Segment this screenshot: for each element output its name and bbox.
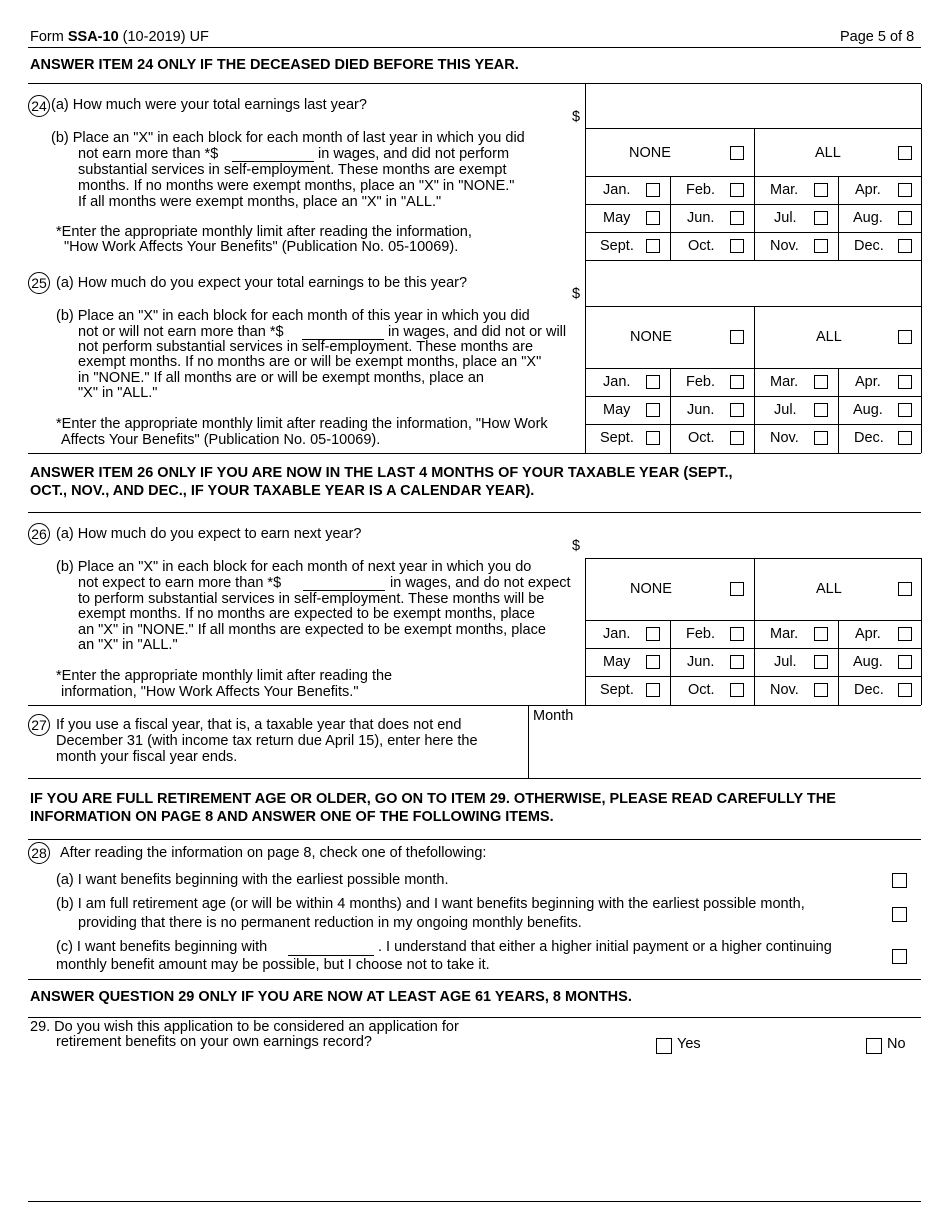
divider bbox=[670, 368, 671, 453]
divider bbox=[585, 306, 921, 307]
month-label: Oct. bbox=[688, 430, 715, 446]
item-24-aug-checkbox[interactable] bbox=[898, 211, 912, 225]
divider bbox=[585, 396, 921, 397]
item-29-yes-checkbox[interactable] bbox=[656, 1038, 672, 1054]
month-label: Mar. bbox=[770, 374, 799, 390]
item-25-note: *Enter the appropriate monthly limit after reading the information, "How Work bbox=[56, 416, 548, 432]
item-24-note: *Enter the appropriate monthly limit after reading the information, bbox=[56, 224, 472, 240]
item-24-none-checkbox[interactable] bbox=[730, 146, 744, 160]
item-24-oct-checkbox[interactable] bbox=[730, 239, 744, 253]
item-26b-text: not expect to earn more than *$ bbox=[78, 575, 282, 591]
none-label: NONE bbox=[630, 329, 672, 345]
notice-item-26: ANSWER ITEM 26 ONLY IF YOU ARE NOW IN THE LAST 4 MONTHS OF YOUR TAXABLE YEAR (SEPT., bbox=[30, 465, 733, 481]
month-label: Feb. bbox=[686, 626, 716, 642]
divider bbox=[585, 84, 586, 260]
item-29-question: 29. Do you wish this application to be considered an application for bbox=[30, 1019, 459, 1035]
item-24a-question: (a) How much were your total earnings last year? bbox=[51, 97, 367, 113]
item-25-jan-checkbox[interactable] bbox=[646, 375, 660, 389]
month-label: Apr. bbox=[855, 182, 881, 198]
item-26-jun-checkbox[interactable] bbox=[730, 655, 744, 669]
item-27-number: 27 bbox=[28, 714, 50, 736]
item-25-none-checkbox[interactable] bbox=[730, 330, 744, 344]
divider bbox=[585, 204, 921, 205]
item-26b-text: (b) Place an "X" in each block for each month of next year in which you do bbox=[56, 559, 532, 575]
item-25a-question: (a) How much do you expect your total earnings to be this year? bbox=[56, 275, 468, 291]
month-label: Jun. bbox=[687, 654, 715, 670]
fiscal-month-label: Month bbox=[533, 708, 574, 724]
month-label: Jun. bbox=[687, 210, 715, 226]
divider bbox=[585, 232, 921, 233]
item-25b-text: not perform substantial services in self-employment. These months are bbox=[78, 339, 534, 355]
item-25-dec-checkbox[interactable] bbox=[898, 431, 912, 445]
item-24-number: 24 bbox=[28, 95, 50, 117]
month-label: Nov. bbox=[770, 682, 799, 698]
month-label: Jan. bbox=[603, 626, 631, 642]
item-28b-text: providing that there is no permanent reduction in my ongoing monthly benefits. bbox=[78, 915, 582, 931]
item-24-jul-checkbox[interactable] bbox=[814, 211, 828, 225]
month-label: Jul. bbox=[774, 210, 797, 226]
item-28-intro: After reading the information on page 8, check one of thefollowing: bbox=[60, 845, 487, 861]
item-25-may-checkbox[interactable] bbox=[646, 403, 660, 417]
item-26b-text: to perform substantial services in self-employment. These months will be bbox=[78, 591, 545, 607]
item-28c-text: (c) I want benefits beginning with bbox=[56, 939, 268, 955]
divider bbox=[28, 979, 921, 980]
month-label: May bbox=[603, 210, 631, 226]
item-27-text: month your fiscal year ends. bbox=[56, 749, 238, 765]
item-24-jun-checkbox[interactable] bbox=[730, 211, 744, 225]
month-label: Feb. bbox=[686, 182, 716, 198]
month-label: Aug. bbox=[853, 402, 883, 418]
item-25-all-checkbox[interactable] bbox=[898, 330, 912, 344]
item-24b-text: in wages, and did not perform bbox=[318, 146, 510, 162]
item-26-aug-checkbox[interactable] bbox=[898, 655, 912, 669]
month-label: Jan. bbox=[603, 374, 631, 390]
month-label: Mar. bbox=[770, 626, 799, 642]
notice-item-29: ANSWER QUESTION 29 ONLY IF YOU ARE NOW AT LEAST AGE 61 YEARS, 8 MONTHS. bbox=[30, 989, 632, 1005]
month-label: Oct. bbox=[688, 238, 715, 254]
item-25-apr-checkbox[interactable] bbox=[898, 375, 912, 389]
month-label: Dec. bbox=[854, 430, 884, 446]
all-label: ALL bbox=[816, 329, 842, 345]
currency-symbol: $ bbox=[572, 286, 581, 302]
item-26b-text: exempt months. If no months are expected to be exempt months, place bbox=[78, 606, 535, 622]
month-label: Jul. bbox=[774, 654, 797, 670]
divider bbox=[754, 306, 755, 453]
month-label: Jul. bbox=[774, 402, 797, 418]
item-28b-text: (b) I am full retirement age (or will be within 4 months) and I want benefits beginning with the earliest possible month, bbox=[56, 896, 805, 912]
divider bbox=[585, 176, 921, 177]
item-25-feb-checkbox[interactable] bbox=[730, 375, 744, 389]
item-26-may-checkbox[interactable] bbox=[646, 655, 660, 669]
item-26-jan-checkbox[interactable] bbox=[646, 627, 660, 641]
item-26-sep-checkbox[interactable] bbox=[646, 683, 660, 697]
item-28c-month-input[interactable] bbox=[288, 955, 374, 956]
item-25-mar-checkbox[interactable] bbox=[814, 375, 828, 389]
divider bbox=[585, 424, 921, 425]
divider bbox=[28, 778, 921, 779]
divider bbox=[528, 705, 529, 778]
divider bbox=[585, 648, 921, 649]
item-24-jan-checkbox[interactable] bbox=[646, 183, 660, 197]
item-25-jul-checkbox[interactable] bbox=[814, 403, 828, 417]
divider bbox=[670, 176, 671, 260]
currency-symbol: $ bbox=[572, 538, 581, 554]
month-label: May bbox=[603, 402, 631, 418]
month-label: Dec. bbox=[854, 238, 884, 254]
item-26a-earnings-input[interactable] bbox=[586, 513, 921, 558]
item-28b-checkbox[interactable] bbox=[892, 907, 907, 922]
item-24-may-checkbox[interactable] bbox=[646, 211, 660, 225]
item-25b-text: not or will not earn more than *$ bbox=[78, 324, 284, 340]
item-26-number: 26 bbox=[28, 523, 50, 545]
item-25-oct-checkbox[interactable] bbox=[730, 431, 744, 445]
divider bbox=[28, 453, 921, 454]
item-26b-text: an "X" in "ALL." bbox=[78, 637, 178, 653]
divider bbox=[585, 558, 921, 559]
form-id: Form SSA-10 (10-2019) UF bbox=[30, 29, 209, 45]
item-25b-text: (b) Place an "X" in each block for each month of this year in which you did bbox=[56, 308, 530, 324]
divider bbox=[585, 128, 921, 129]
item-24-apr-checkbox[interactable] bbox=[898, 183, 912, 197]
item-24b-text: substantial services in self-employment. These months are exempt bbox=[78, 162, 507, 178]
item-26-mar-checkbox[interactable] bbox=[814, 627, 828, 641]
divider bbox=[585, 558, 586, 705]
item-24b-text: not earn more than *$ bbox=[78, 146, 219, 162]
item-29-no-checkbox[interactable] bbox=[866, 1038, 882, 1054]
item-25b-text: in "NONE." If all months are or will be exempt months, place an bbox=[78, 370, 484, 386]
divider bbox=[28, 705, 921, 706]
notice-item-28: IF YOU ARE FULL RETIREMENT AGE OR OLDER, GO ON TO ITEM 29. OTHERWISE, PLEASE READ CAREFULLY THE bbox=[30, 791, 836, 807]
none-label: NONE bbox=[630, 581, 672, 597]
divider bbox=[754, 558, 755, 705]
item-25-nov-checkbox[interactable] bbox=[814, 431, 828, 445]
item-24-nov-checkbox[interactable] bbox=[814, 239, 828, 253]
notice-item-24: ANSWER ITEM 24 ONLY IF THE DECEASED DIED BEFORE THIS YEAR. bbox=[30, 57, 519, 73]
divider bbox=[838, 620, 839, 705]
item-26b-text: an "X" in "NONE." If all months are expected to be exempt months, place bbox=[78, 622, 546, 638]
item-25-number: 25 bbox=[28, 272, 50, 294]
item-28c-text: monthly benefit amount may be possible, but I choose not to take it. bbox=[56, 957, 490, 973]
item-28a-text: (a) I want benefits beginning with the earliest possible month. bbox=[56, 872, 449, 888]
item-28c-text: . I understand that either a higher initial payment or a higher continuing bbox=[378, 939, 832, 955]
month-label: Nov. bbox=[770, 430, 799, 446]
month-label: Aug. bbox=[853, 210, 883, 226]
month-label: Sept. bbox=[600, 238, 634, 254]
divider bbox=[921, 260, 922, 453]
item-26-note: information, "How Work Affects Your Benefits." bbox=[61, 684, 359, 700]
item-28a-checkbox[interactable] bbox=[892, 873, 907, 888]
currency-symbol: $ bbox=[572, 109, 581, 125]
divider bbox=[585, 368, 921, 369]
item-24-feb-checkbox[interactable] bbox=[730, 183, 744, 197]
item-29-no-label: No bbox=[887, 1036, 906, 1052]
month-label: Sept. bbox=[600, 430, 634, 446]
item-24-sep-checkbox[interactable] bbox=[646, 239, 660, 253]
notice-item-26: OCT., NOV., AND DEC., IF YOUR TAXABLE YEAR IS A CALENDAR YEAR). bbox=[30, 483, 535, 499]
item-25b-text: in wages, and did not or will bbox=[388, 324, 567, 340]
item-25a-earnings-input[interactable] bbox=[586, 261, 921, 306]
month-label: Nov. bbox=[770, 238, 799, 254]
divider bbox=[28, 839, 921, 840]
fiscal-month-input[interactable] bbox=[530, 726, 920, 776]
item-25-note: Affects Your Benefits" (Publication No. 05-10069). bbox=[61, 432, 381, 448]
item-26a-question: (a) How much do you expect to earn next year? bbox=[56, 526, 362, 542]
divider bbox=[921, 558, 922, 705]
notice-item-28: INFORMATION ON PAGE 8 AND ANSWER ONE OF THE FOLLOWING ITEMS. bbox=[30, 809, 554, 825]
item-26-all-checkbox[interactable] bbox=[898, 582, 912, 596]
item-26-note: *Enter the appropriate monthly limit after reading the bbox=[56, 668, 393, 684]
all-label: ALL bbox=[816, 581, 842, 597]
item-28-number: 28 bbox=[28, 842, 50, 864]
item-26-dec-checkbox[interactable] bbox=[898, 683, 912, 697]
item-26-none-checkbox[interactable] bbox=[730, 582, 744, 596]
month-label: Sept. bbox=[600, 682, 634, 698]
month-label: Aug. bbox=[853, 654, 883, 670]
item-28c-checkbox[interactable] bbox=[892, 949, 907, 964]
item-26b-text: in wages, and do not expect bbox=[390, 575, 571, 591]
item-24a-earnings-input[interactable] bbox=[586, 84, 921, 128]
item-26-feb-checkbox[interactable] bbox=[730, 627, 744, 641]
item-26-jul-checkbox[interactable] bbox=[814, 655, 828, 669]
month-label: Apr. bbox=[855, 626, 881, 642]
item-24b-text: (b) Place an "X" in each block for each month of last year in which you did bbox=[51, 130, 525, 146]
month-label: May bbox=[603, 654, 631, 670]
divider bbox=[28, 47, 921, 48]
month-label: Oct. bbox=[688, 682, 715, 698]
item-29-yes-label: Yes bbox=[677, 1036, 701, 1052]
divider bbox=[838, 368, 839, 453]
item-26-oct-checkbox[interactable] bbox=[730, 683, 744, 697]
item-24-dec-checkbox[interactable] bbox=[898, 239, 912, 253]
item-25b-text: "X" in "ALL." bbox=[78, 385, 158, 401]
page-number: Page 5 of 8 bbox=[840, 29, 915, 45]
month-label: Jan. bbox=[603, 182, 631, 198]
item-24-all-checkbox[interactable] bbox=[898, 146, 912, 160]
item-24b-text: If all months were exempt months, place an "X" in "ALL." bbox=[78, 194, 442, 210]
month-label: Mar. bbox=[770, 182, 799, 198]
item-24b-text: months. If no months were exempt months, place an "X" in "NONE." bbox=[78, 178, 515, 194]
item-25-aug-checkbox[interactable] bbox=[898, 403, 912, 417]
divider bbox=[28, 1017, 921, 1018]
divider bbox=[585, 676, 921, 677]
all-label: ALL bbox=[815, 145, 841, 161]
month-label: Dec. bbox=[854, 682, 884, 698]
divider bbox=[921, 84, 922, 260]
divider bbox=[838, 176, 839, 260]
month-label: Jun. bbox=[687, 402, 715, 418]
month-label: Feb. bbox=[686, 374, 716, 390]
item-29-question: retirement benefits on your own earnings record? bbox=[56, 1034, 372, 1050]
item-25b-text: exempt months. If no months are or will be exempt months, place an "X" bbox=[78, 354, 542, 370]
item-24-note: "How Work Affects Your Benefits" (Publication No. 05-10069). bbox=[64, 239, 459, 255]
item-25-jun-checkbox[interactable] bbox=[730, 403, 744, 417]
item-26-apr-checkbox[interactable] bbox=[898, 627, 912, 641]
item-27-text: December 31 (with income tax return due April 15), enter here the bbox=[56, 733, 478, 749]
item-25-sep-checkbox[interactable] bbox=[646, 431, 660, 445]
item-26-nov-checkbox[interactable] bbox=[814, 683, 828, 697]
footer-divider bbox=[28, 1201, 921, 1202]
divider bbox=[754, 128, 755, 260]
month-label: Apr. bbox=[855, 374, 881, 390]
none-label: NONE bbox=[629, 145, 671, 161]
item-24-mar-checkbox[interactable] bbox=[814, 183, 828, 197]
item-27-text: If you use a fiscal year, that is, a taxable year that does not end bbox=[56, 717, 462, 733]
divider bbox=[585, 620, 921, 621]
divider bbox=[670, 620, 671, 705]
